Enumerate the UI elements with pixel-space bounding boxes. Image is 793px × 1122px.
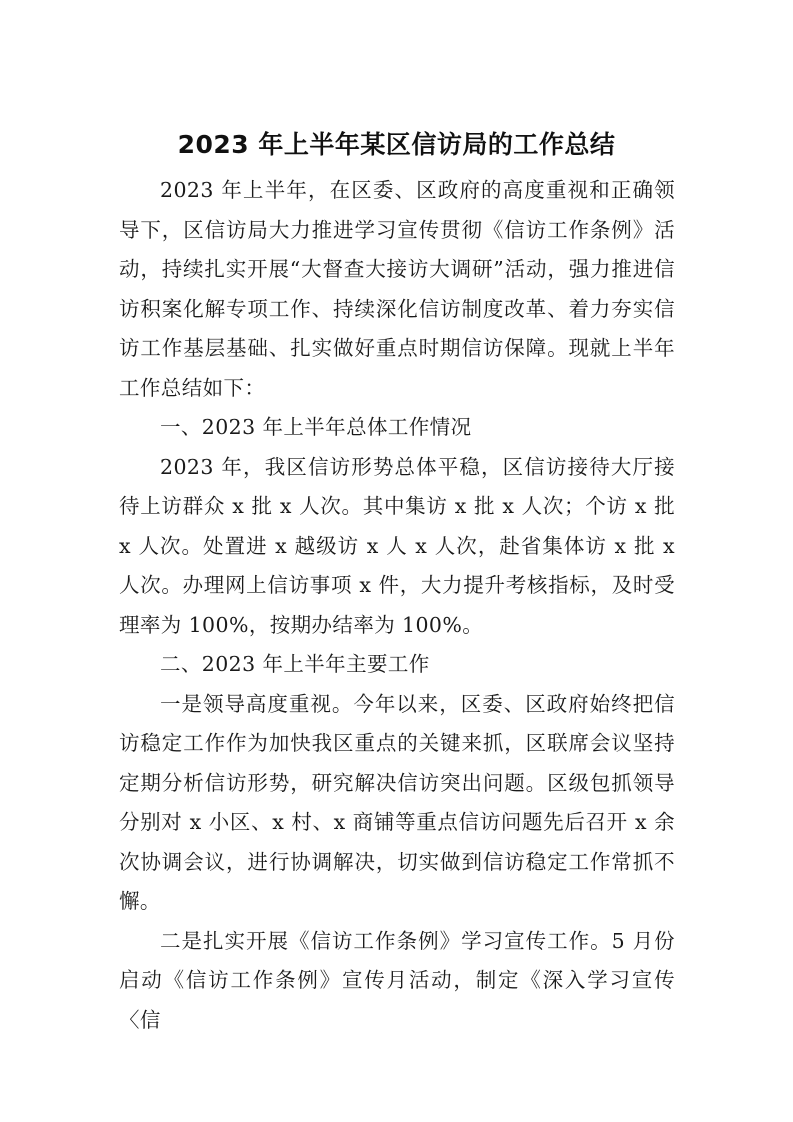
document-title: 2023 年上半年某区信访局的工作总结 <box>177 130 616 159</box>
paragraph-regulation-study: 二是扎实开展《信访工作条例》学习宣传工作。5 月份启动《信访工作条例》宣传月活动，制定《深入学习宣传〈信 <box>119 928 675 1032</box>
paragraph-leadership: 一是领导高度重视。今年以来，区委、区政府始终把信访稳定工作作为加快我区重点的关键来抓，区联席会议坚持定期分析信访形势，研究解决信访突出问题。区级包抓领导分别对 x 小区、x 村、x 商铺等重点信访问题先后召开 x 余次协调会议，进行协调解决，切实做到信访稳定工作常抓不懈。 <box>119 691 675 913</box>
document-body <box>119 171 675 1040</box>
section-heading-overall: 一、2023 年上半年总体工作情况 <box>160 415 472 439</box>
paragraph-overall-situation: 2023 年，我区信访形势总体平稳，区信访接待大厅接待上访群众 x 批 x 人次。其中集访 x 批 x 人次；个访 x 批 x 人次。处置进 x 越级访 x 人 x 人次，赴省集体访 x 批 x 人次。办理网上信访事项 x 件，大力提升考核指标，及时受理率为 100%，按期办结率为 100%。 <box>119 454 675 637</box>
paragraph-intro: 2023 年上半年，在区委、区政府的高度重视和正确领导下，区信访局大力推进学习宣传贯彻《信访工作条例》活动，持续扎实开展“大督查大接访大调研”活动，强力推进信访积案化解专项工作、持续深化信访制度改革、着力夯实信访工作基层基础、扎实做好重点时期信访保障。现就上半年工作总结如下： <box>119 178 675 400</box>
section-heading-main-work: 二、2023 年上半年主要工作 <box>160 652 430 676</box>
